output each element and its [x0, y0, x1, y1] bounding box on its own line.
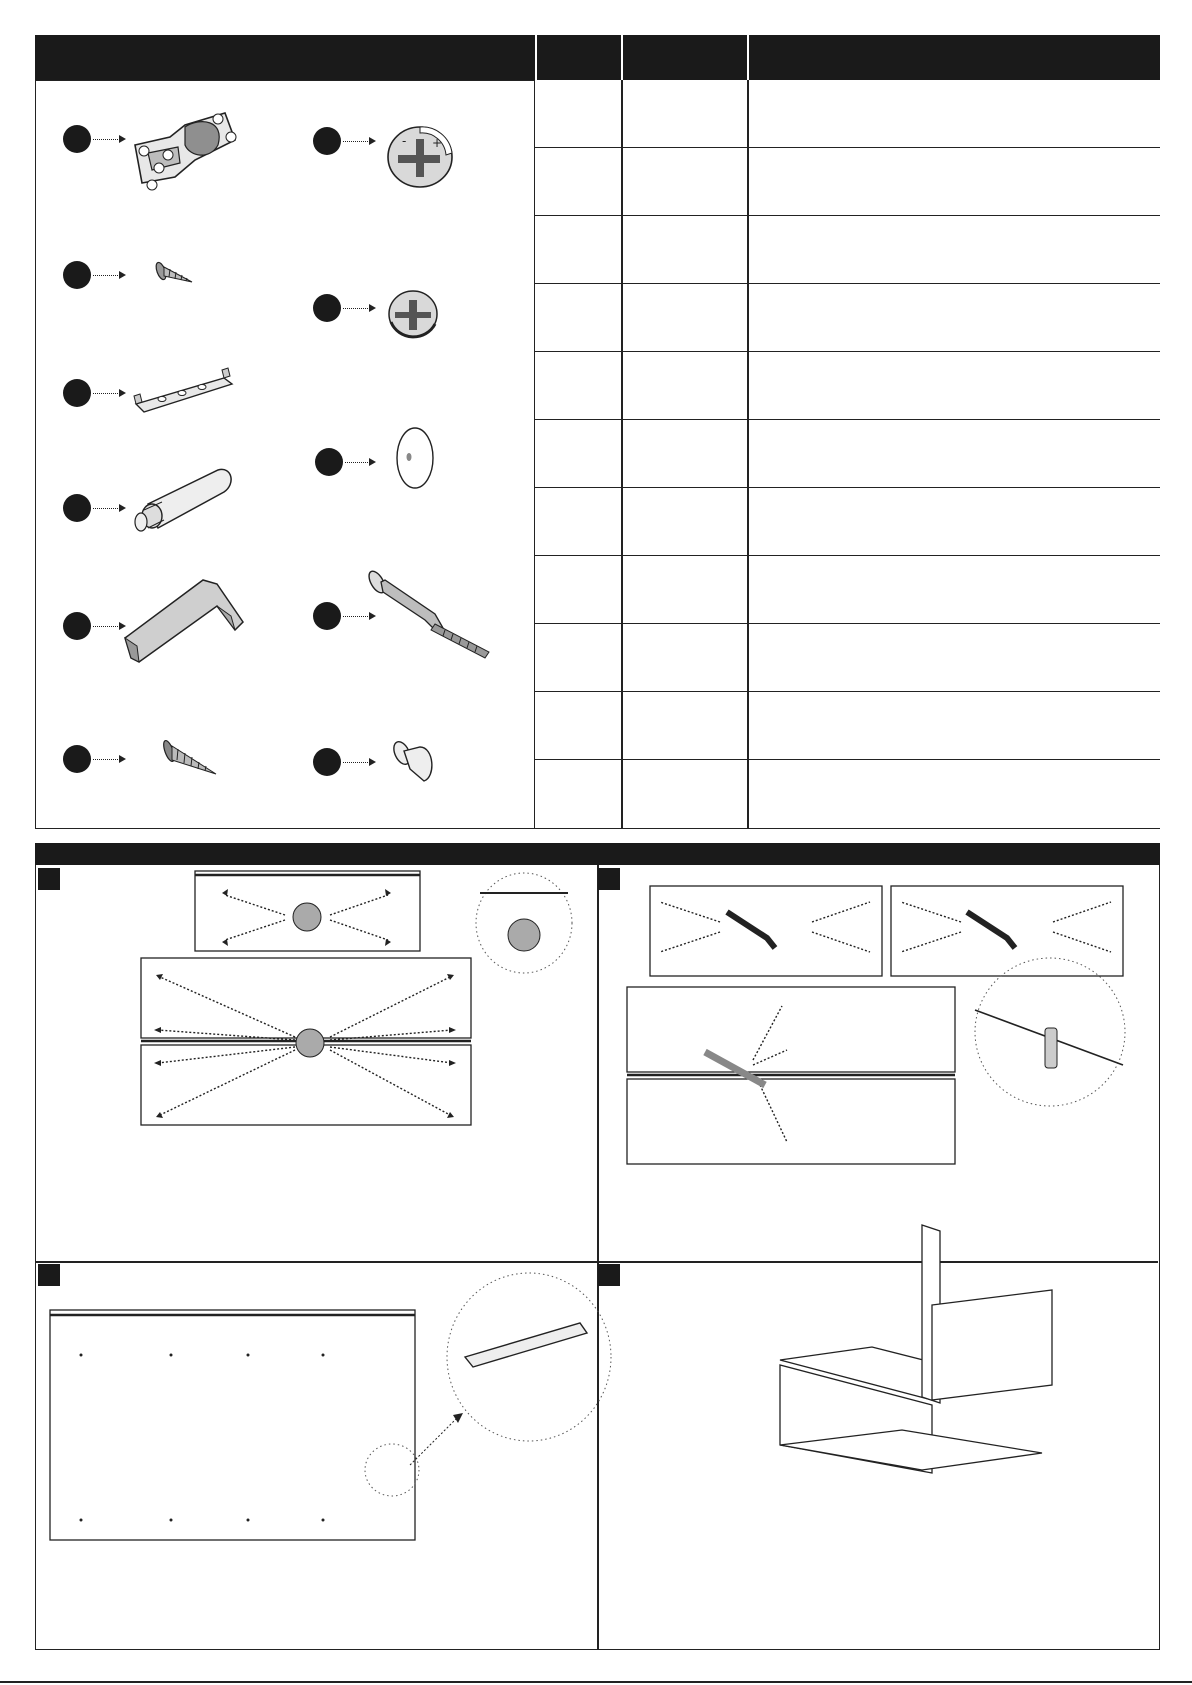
part-badge: [63, 745, 91, 773]
parts-panel: [35, 80, 535, 829]
arrow-icon: [93, 275, 120, 276]
table-row: [535, 692, 1160, 760]
part-badge: [313, 127, 341, 155]
table-row: [535, 80, 1160, 148]
arrow-icon: [343, 141, 370, 142]
header-divider: [621, 35, 623, 80]
header-divider: [535, 35, 537, 80]
table-row: [535, 420, 1160, 488]
arrow-icon: [93, 759, 120, 760]
step-number-badge: [38, 868, 60, 890]
table-row: [535, 284, 1160, 352]
part-badge: [63, 125, 91, 153]
arrow-icon: [93, 139, 120, 140]
arrow-icon: [343, 762, 370, 763]
hinge-icon: [130, 105, 250, 205]
table-row: [535, 760, 1160, 828]
svg-text:-: -: [402, 134, 407, 148]
svg-text:+: +: [432, 136, 443, 150]
table-row: [535, 624, 1160, 692]
header-divider: [747, 35, 749, 80]
arrow-icon: [93, 393, 120, 394]
part-badge: [63, 612, 91, 640]
mounting-plate-icon: [132, 368, 242, 418]
part-badge: [313, 602, 341, 630]
part-badge: [315, 448, 343, 476]
cam-lock-small-icon: [385, 284, 445, 344]
cam-lock-icon: [380, 115, 460, 195]
table-row: [535, 148, 1160, 216]
table-row: [535, 488, 1160, 556]
arrow-icon: [345, 462, 370, 463]
table-row: [535, 216, 1160, 284]
assembly-icon: [772, 1235, 1092, 1495]
part-badge: [63, 494, 91, 522]
part-badge: [63, 379, 91, 407]
step-2-diagram: [625, 880, 1145, 1180]
part-badge: [313, 294, 341, 322]
small-screw-icon: [152, 260, 202, 300]
shelf-pin-icon: [390, 737, 450, 797]
parts-table: [535, 80, 1160, 829]
step-3-diagram: [45, 1265, 605, 1565]
large-screw-icon: [160, 738, 230, 788]
steps-header-bar: [35, 843, 1160, 865]
bottom-rule: [0, 1681, 1192, 1683]
header-bar: [35, 35, 1160, 80]
part-badge: [313, 748, 341, 776]
arrow-icon: [343, 308, 370, 309]
cover-cap-icon: [393, 425, 443, 495]
table-row: [535, 556, 1160, 624]
wooden-dowel-icon: [128, 462, 238, 542]
cam-bolt-icon: [365, 568, 495, 668]
table-row: [535, 352, 1160, 420]
arrow-icon: [93, 626, 120, 627]
arrow-icon: [93, 508, 120, 509]
handle-icon: [125, 580, 245, 660]
step-1-diagram: [130, 865, 650, 1165]
part-badge: [63, 261, 91, 289]
